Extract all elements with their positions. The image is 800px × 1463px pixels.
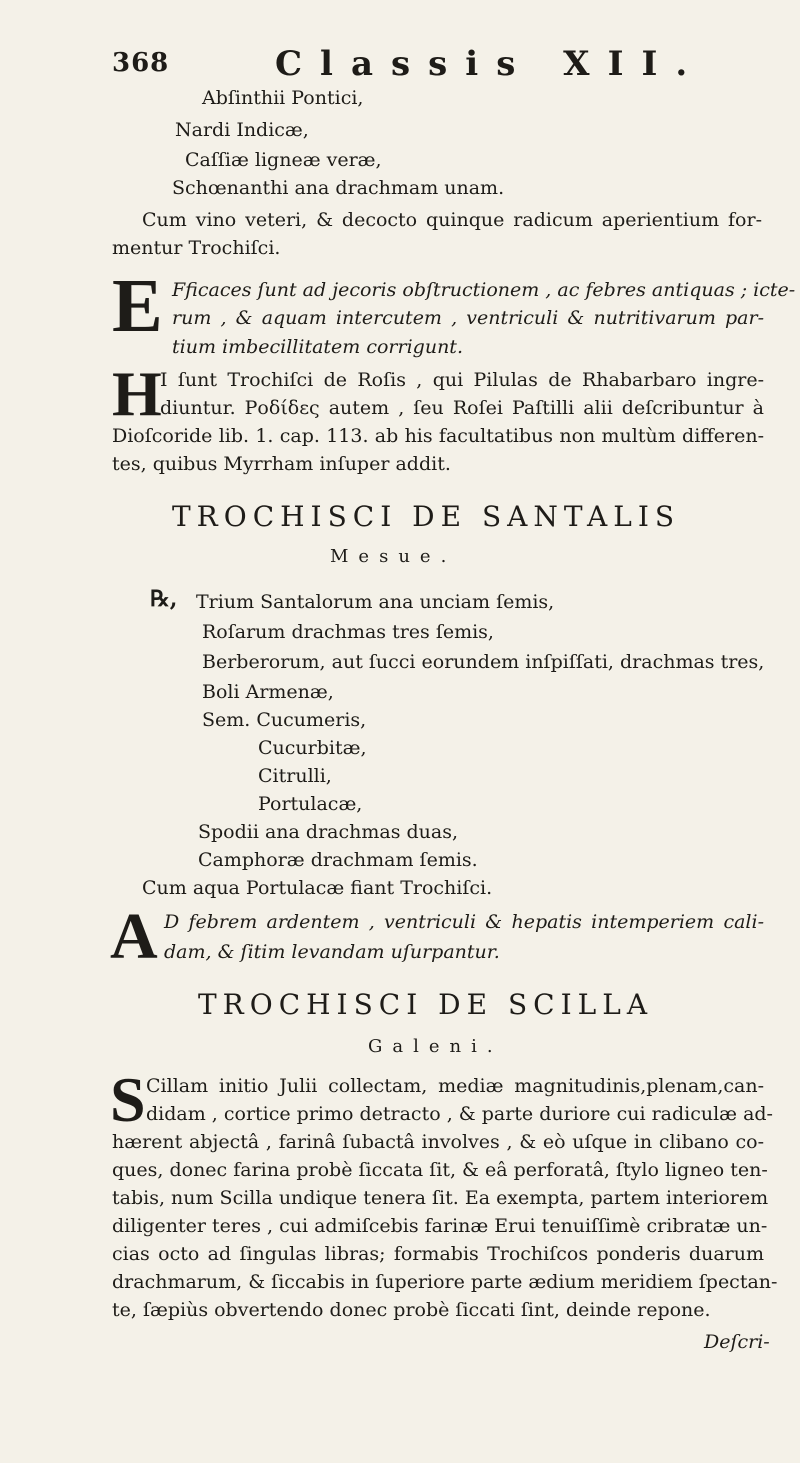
text-line: te, ſæpiùs obvertendo donec probè ſiccati ſint, deinde repone.	[112, 1299, 711, 1321]
section-author: Galeni.	[368, 1036, 503, 1057]
text-line: hærent abjectâ , farinâ ſubactâ involves , & eò uſque in clibano co-	[112, 1131, 764, 1153]
ingredient-line: Boli Armenæ,	[202, 681, 334, 703]
ingredient-line: Schœnanthi ana drachmam unam.	[172, 177, 505, 199]
text-line: D febrem ardentem , ventriculi & hepatis intemperiem cali-	[164, 911, 764, 933]
ingredient-line: Roſarum drachmas tres ſemis,	[202, 621, 494, 643]
instruction-line: mentur Trochiſci.	[112, 237, 281, 259]
drop-cap: S	[110, 1064, 146, 1135]
text-line: tabis, num Scilla undique tenera ſit. Ea exempta, partem interiorem	[112, 1187, 769, 1209]
drop-cap: E	[112, 264, 163, 348]
ingredient-line: Sem. Cucumeris,	[202, 709, 367, 731]
text-line: dam, & ſitim levandam uſurpantur.	[164, 941, 500, 963]
text-line: Cillam initio Julii collectam, mediæ magnitudinis,plenam,can-	[146, 1075, 764, 1097]
drop-cap: H	[112, 358, 162, 429]
text-line: drachmarum, & ſiccabis in ſuperiore parte ædium meridiem ſpectan-	[112, 1271, 778, 1293]
drop-cap: A	[110, 900, 158, 973]
ingredient-line: Caſſiæ ligneæ veræ,	[185, 149, 382, 171]
section-author: Mesue.	[330, 546, 457, 567]
running-title: Classis XII.	[275, 44, 706, 84]
instruction-line: Cum aqua Portulacæ fiant Trochiſci.	[142, 877, 493, 899]
recipe-symbol: ℞,	[150, 586, 178, 612]
text-line: didam , cortice primo detracto , & parte duriore cui radiculæ ad-	[146, 1103, 773, 1125]
ingredient-line: Abſinthii Pontici,	[202, 87, 364, 109]
ingredient-line: Nardi Indicæ,	[175, 119, 309, 141]
ingredient-line: Spodii ana drachmas duas,	[198, 821, 459, 843]
ingredient-line: Citrulli,	[258, 765, 332, 787]
section-heading: TROCHISCI DE SANTALIS	[172, 500, 681, 533]
ingredient-line: Berberorum, aut ſucci eorundem inſpiſſati, drachmas tres,	[202, 651, 765, 673]
ingredient-line: Portulacæ,	[258, 793, 363, 815]
text-line: cias octo ad ſingulas libras; formabis Trochiſcos ponderis duarum	[112, 1243, 764, 1265]
text-line: Fficaces ſunt ad jecoris obſtructionem , ac febres antiquas ; icte-	[172, 279, 796, 301]
page-number: 368	[112, 48, 170, 78]
text-line: tium imbecillitatem corrigunt.	[172, 336, 463, 358]
text-line: tes, quibus Myrrham inſuper addit.	[112, 453, 451, 475]
text-line: Dioſcoride lib. 1. cap. 113. ab his facultatibus non multùm differen-	[112, 425, 764, 447]
catchword: Deſcri-	[704, 1331, 770, 1353]
section-heading: TROCHISCI DE SCILLA	[198, 988, 654, 1021]
ingredient-line: Cucurbitæ,	[258, 737, 367, 759]
ingredient-line: Camphoræ drachmam ſemis.	[198, 849, 478, 871]
ingredient-line: Trium Santalorum ana unciam ſemis,	[196, 591, 555, 613]
text-line: ques, donec farina probè ſiccata ſit, & eâ perforatâ, ſtylo ligneo ten-	[112, 1159, 768, 1181]
text-line: I ſunt Trochiſci de Roſis , qui Pilulas de Rhabarbaro ingre-	[160, 369, 764, 391]
text-line: rum , & aquam intercutem , ventriculi & nutritivarum par-	[172, 307, 764, 329]
text-line: diuntur. Ροδίδες autem , ſeu Roſei Paſtilli alii deſcribuntur à	[160, 397, 764, 419]
text-line: diligenter teres , cui admiſcebis farinæ Erui tenuiſſimè cribratæ un-	[112, 1215, 768, 1237]
instruction-line: Cum vino veteri, & decocto quinque radicum aperientium for-	[142, 209, 762, 231]
